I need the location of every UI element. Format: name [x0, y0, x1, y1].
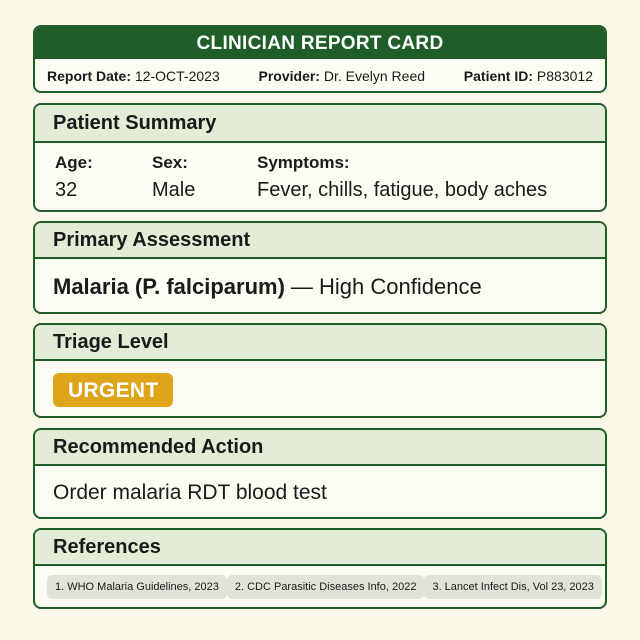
symptoms-field: [257, 153, 547, 202]
patient-summary-card: [33, 103, 607, 212]
confidence: — High Confidence: [290, 273, 482, 299]
references-heading: References: [35, 530, 605, 566]
sex-field: [152, 153, 195, 202]
triage-level-heading: Triage Level: [35, 325, 605, 361]
recommended-action-text: Order malaria RDT blood test: [53, 480, 327, 504]
age-label: Age:: [55, 153, 93, 172]
provider-label: Provider:: [258, 68, 320, 84]
reference-chip[interactable]: 3. Lancet Infect Dis, Vol 23, 2023: [424, 575, 601, 599]
symptoms-value: Fever, chills, fatigue, body aches: [257, 179, 548, 201]
primary-assessment-card: [33, 221, 607, 314]
patient-id: [464, 68, 593, 84]
provider-value: Dr. Evelyn Reed: [323, 68, 426, 84]
recommended-action-heading: Recommended Action: [35, 430, 605, 466]
sex-label: Sex:: [152, 153, 188, 172]
diagnosis: Malaria (P. falciparum): [53, 273, 285, 299]
report-title: CLINICIAN REPORT CARD: [35, 27, 605, 59]
report-date-value: 12-OCT-2023: [134, 68, 220, 84]
recommended-action-card: [33, 428, 607, 519]
report-header-card: [33, 25, 607, 93]
triage-level-card: [33, 323, 607, 418]
patient-summary-grid: [35, 143, 605, 212]
report-date: [47, 68, 220, 84]
reference-chip[interactable]: 2. CDC Parasitic Diseases Info, 2022: [227, 575, 425, 599]
provider: [259, 68, 426, 84]
symptoms-label: Symptoms:: [257, 153, 350, 172]
triage-body: [35, 361, 605, 418]
references-list: [35, 566, 605, 599]
patient-summary-heading: Patient Summary: [35, 105, 605, 143]
reference-chip[interactable]: 1. WHO Malaria Guidelines, 2023: [47, 575, 227, 599]
references-card: [33, 528, 607, 609]
patient-id-value: P883012: [536, 68, 593, 84]
age-value: 32: [55, 179, 78, 201]
assessment-body: [35, 259, 605, 314]
age-field: [55, 153, 93, 202]
triage-badge: URGENT: [53, 373, 173, 407]
sex-value: Male: [152, 179, 196, 201]
report-meta-row: [35, 59, 605, 93]
patient-id-label: Patient ID:: [463, 68, 534, 84]
report-date-label: Report Date:: [47, 68, 132, 84]
primary-assessment-heading: Primary Assessment: [35, 223, 605, 259]
